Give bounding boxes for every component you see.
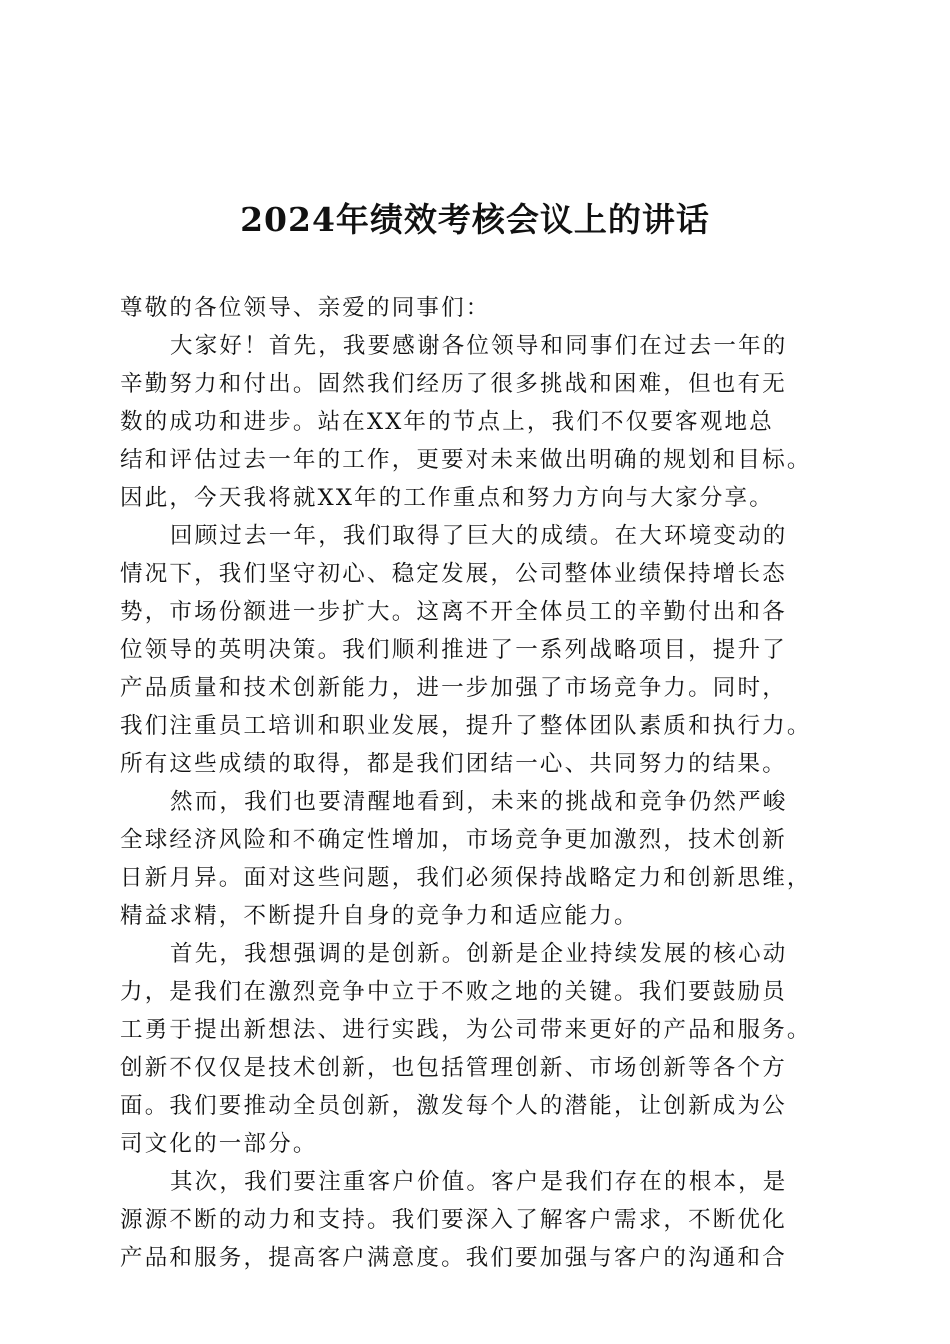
- text-line: 日新月异。面对这些问题，我们必须保持战略定力和创新思维，: [120, 865, 812, 891]
- text-line: 全球经济风险和不确定性增加，市场竞争更加激烈，技术创新: [120, 827, 787, 853]
- paragraph-first-line: 然而，我们也要清醒地看到，未来的挑战和竞争仍然严峻: [170, 789, 788, 815]
- text-line: 势，市场份额进一步扩大。这离不开全体员工的辛勤付出和各: [120, 599, 787, 625]
- text-line: 情况下，我们坚守初心、稳定发展，公司整体业绩保持增长态: [120, 561, 787, 587]
- document-body: [120, 289, 840, 1277]
- text-line: 力，是我们在激烈竞争中立于不败之地的关键。我们要鼓励员: [120, 979, 787, 1005]
- document-title: 2024年绩效考核会议上的讲话: [240, 200, 710, 239]
- text-line: 工勇于提出新想法、进行实践，为公司带来更好的产品和服务。: [120, 1017, 812, 1043]
- text-line: 产品质量和技术创新能力，进一步加强了市场竞争力。同时，: [120, 675, 787, 701]
- paragraph-first-line: 大家好！首先，我要感谢各位领导和同事们在过去一年的: [170, 333, 788, 359]
- text-line: 结和评估过去一年的工作，更要对未来做出明确的规划和目标。: [120, 447, 812, 473]
- text-line: 因此，今天我将就XX年的工作重点和努力方向与大家分享。: [120, 485, 774, 511]
- text-line: 辛勤努力和付出。固然我们经历了很多挑战和困难，但也有无: [120, 371, 787, 397]
- text-line: 源源不断的动力和支持。我们要深入了解客户需求，不断优化: [120, 1207, 787, 1233]
- paragraph-first-line: 其次，我们要注重客户价值。客户是我们存在的根本，是: [170, 1169, 788, 1195]
- text-line: 产品和服务，提高客户满意度。我们要加强与客户的沟通和合: [120, 1245, 787, 1271]
- paragraph-first-line: 首先，我想强调的是创新。创新是企业持续发展的核心动: [170, 941, 788, 967]
- text-line: 尊敬的各位领导、亲爱的同事们：: [120, 295, 491, 321]
- text-line: 我们注重员工培训和职业发展，提升了整体团队素质和执行力。: [120, 713, 812, 739]
- text-line: 精益求精，不断提升自身的竞争力和适应能力。: [120, 903, 639, 929]
- text-line: 所有这些成绩的取得，都是我们团结一心、共同努力的结果。: [120, 751, 787, 777]
- paragraph-first-line: 回顾过去一年，我们取得了巨大的成绩。在大环境变动的: [170, 523, 788, 549]
- text-line: 数的成功和进步。站在XX年的节点上，我们不仅要客观地总: [120, 409, 774, 435]
- text-line: 面。我们要推动全员创新，激发每个人的潜能，让创新成为公: [120, 1093, 787, 1119]
- text-line: 创新不仅仅是技术创新，也包括管理创新、市场创新等各个方: [120, 1055, 787, 1081]
- text-line: 位领导的英明决策。我们顺利推进了一系列战略项目，提升了: [120, 637, 787, 663]
- text-line: 司文化的一部分。: [120, 1131, 318, 1157]
